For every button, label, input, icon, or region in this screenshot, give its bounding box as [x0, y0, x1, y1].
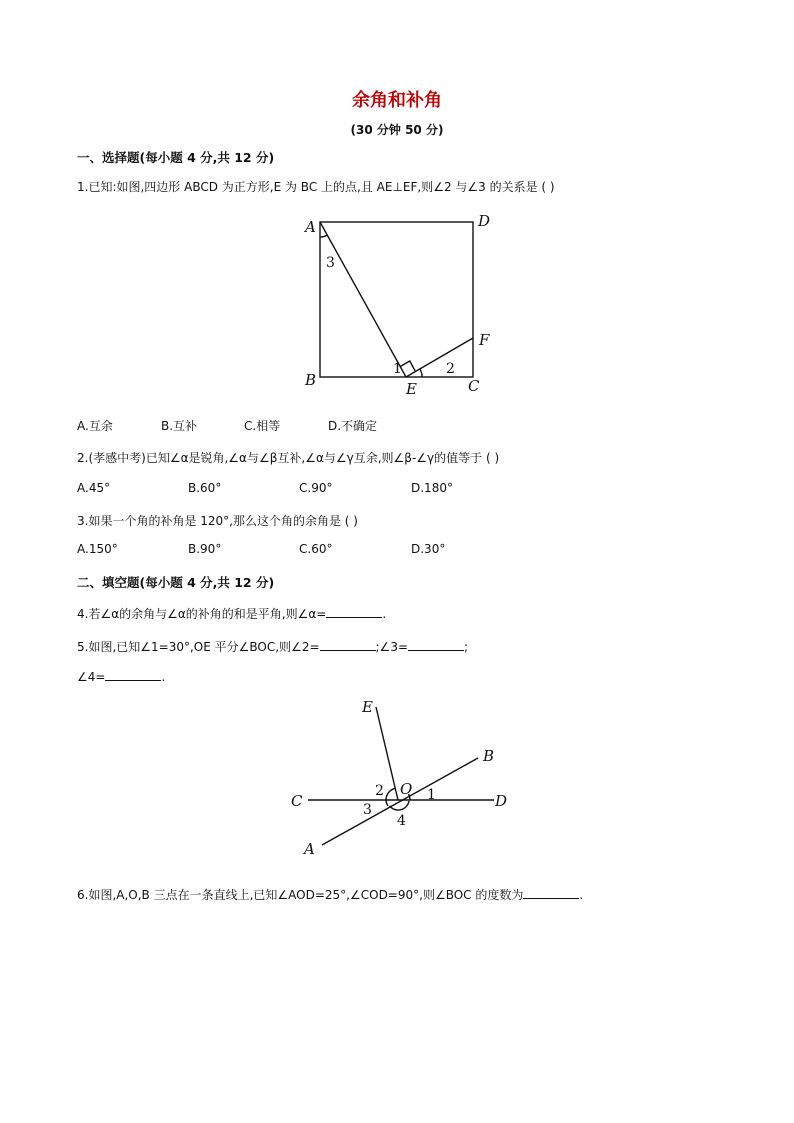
time-score-subtitle: (30 分钟 50 分) [350, 123, 444, 137]
label-angle-3: 3 [363, 802, 372, 818]
q6-suffix: . [579, 888, 584, 902]
label-a: A [304, 840, 315, 858]
q6-text: 6.如图,A,O,B 三点在一条直线上,已知∠AOD=25°,∠COD=90°,则∠BOC 的度数为 [77, 888, 524, 902]
q1-option-b: B.互补 [161, 419, 198, 433]
question-3-text: 3.如果一个角的补角是 120°,那么这个角的余角是 ( ) [77, 514, 358, 528]
question-5-line2 [77, 668, 165, 684]
question-5 [77, 638, 468, 655]
label-angle-2: 2 [375, 783, 384, 799]
q5-angle2-blank[interactable] [320, 638, 376, 651]
q3-option-d: D.30° [411, 542, 446, 556]
label-e: E [406, 380, 417, 398]
angle-3-arc [320, 235, 327, 237]
q5-suffix: . [161, 670, 166, 684]
angle-2-arc [386, 788, 395, 800]
q5-text: 5.如图,已知∠1=30°,OE 平分∠BOC,则∠2= [77, 640, 320, 654]
label-e: E [362, 698, 373, 716]
section-heading-fill: 二、填空题(每小题 4 分,共 12 分) [77, 575, 275, 590]
label-angle-3: 3 [326, 255, 335, 271]
q5-mid2: ; [464, 640, 469, 654]
q5-angle3-blank[interactable] [408, 638, 464, 651]
q3-option-b: B.90° [188, 542, 222, 556]
label-a: A [305, 218, 316, 236]
question-2-text: 2.(孝感中考)已知∠α是锐角,∠α与∠β互补,∠α与∠γ互余,则∠β-∠γ的值等于 ( ) [77, 451, 500, 465]
figure-square-abcd [0, 0, 794, 410]
q1-option-d: D.不确定 [328, 419, 378, 433]
label-angle-1: 1 [393, 361, 402, 377]
q2-option-a: A.45° [77, 481, 111, 495]
q4-answer-blank[interactable] [326, 605, 382, 618]
q1-option-c: C.相等 [244, 419, 281, 433]
question-6 [77, 886, 583, 903]
section-heading-choice: 一、选择题(每小题 4 分,共 12 分) [77, 150, 275, 165]
question-1-text: 1.已知:如图,四边形 ABCD 为正方形,E 为 BC 上的点,且 AE⊥EF,则∠2 与∠3 的关系是 ( ) [77, 180, 555, 194]
label-c: C [291, 792, 303, 810]
segment-ae [320, 222, 406, 377]
q1-option-a: A.互余 [77, 419, 113, 433]
label-d: D [478, 212, 491, 230]
figure-intersecting-lines [0, 690, 794, 870]
q3-option-c: C.60° [299, 542, 333, 556]
q4-suffix: . [382, 607, 387, 621]
question-4 [77, 605, 386, 622]
q5-mid1: ;∠3= [375, 640, 409, 654]
q2-option-c: C.90° [299, 481, 333, 495]
label-angle-2: 2 [446, 361, 455, 377]
square-outline [320, 222, 473, 377]
label-d: D [495, 792, 508, 810]
page-title: 余角和补角 [352, 90, 442, 111]
q5-angle4-text: ∠4= [77, 670, 106, 684]
label-angle-1: 1 [427, 787, 436, 803]
q3-option-a: A.150° [77, 542, 118, 556]
angle-2-arc [420, 369, 422, 377]
angle-3-arc [386, 800, 388, 806]
label-angle-4: 4 [397, 813, 406, 829]
label-o: O [400, 780, 413, 798]
label-c: C [468, 377, 480, 395]
label-b: B [305, 371, 317, 389]
line-ab [322, 758, 478, 845]
q2-option-d: D.180° [411, 481, 453, 495]
label-b: B [483, 747, 495, 765]
q4-text: 4.若∠α的余角与∠α的补角的和是平角,则∠α= [77, 607, 327, 621]
q6-answer-blank[interactable] [523, 886, 579, 899]
q2-option-b: B.60° [188, 481, 222, 495]
q5-angle4-blank[interactable] [105, 668, 161, 681]
label-f: F [479, 331, 490, 349]
